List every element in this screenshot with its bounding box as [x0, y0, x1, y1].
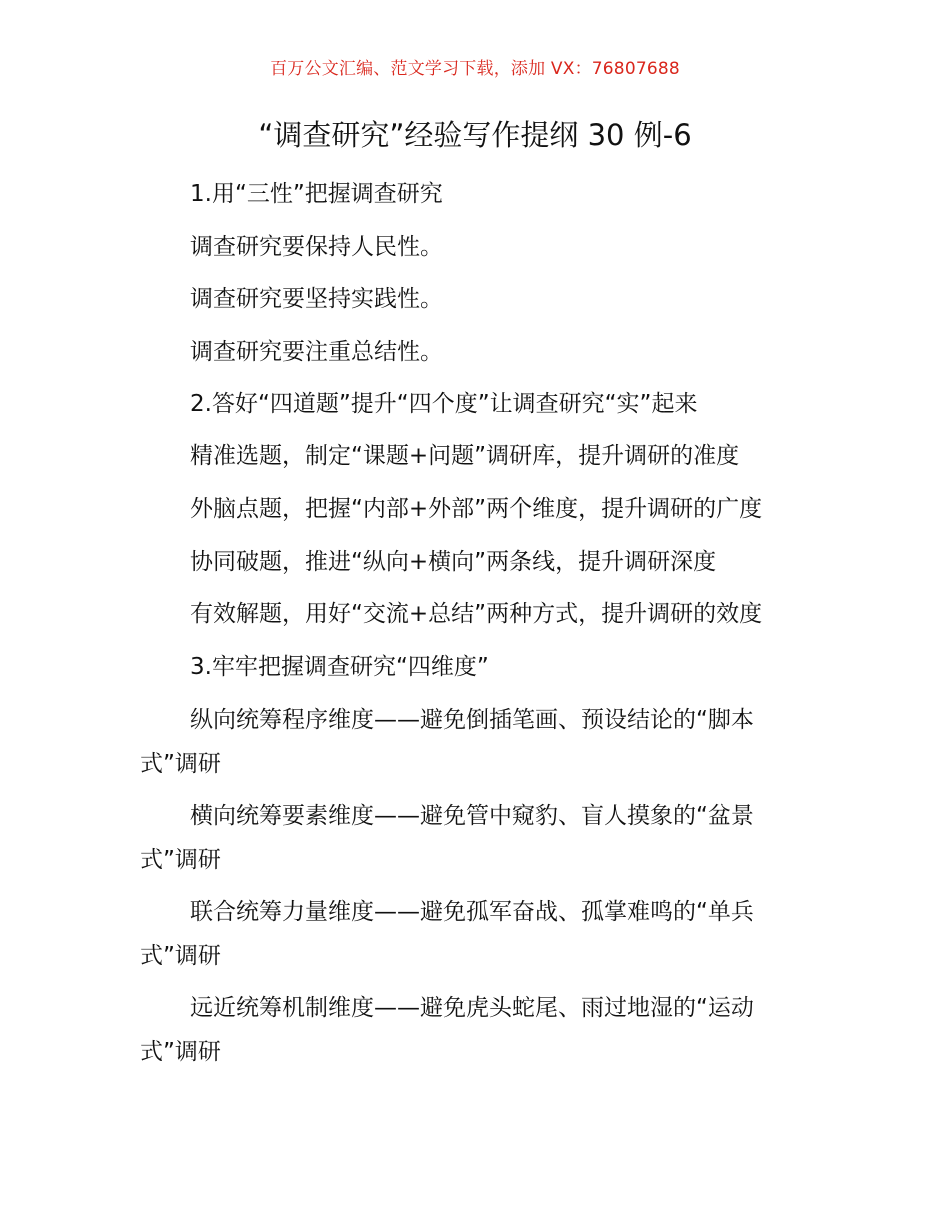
section-2-item: 有效解题，用好“交流+总结”两种方式，提升调研的效度 — [190, 601, 763, 627]
section-1-item: 调查研究要注重总结性。 — [190, 339, 443, 365]
document-title: “调查研究”经验写作提纲 30 例-6 — [258, 118, 692, 152]
section-2-heading: 2.答好“四道题”提升“四个度”让调查研究“实”起来 — [190, 391, 698, 417]
section-1-item: 调查研究要坚持实践性。 — [190, 286, 443, 312]
section-3-item-first-line: 横向统筹要素维度——避免管中窥豹、盲人摸象的“盆景 — [190, 803, 754, 829]
watermark-header: 百万公文汇编、范文学习下载，添加 VX：76807688 — [270, 59, 680, 79]
section-3-item-continuation: 式”调研 — [140, 751, 221, 777]
section-1-item: 调查研究要保持人民性。 — [190, 234, 443, 260]
section-2-item: 协同破题，推进“纵向+横向”两条线，提升调研深度 — [190, 549, 717, 575]
section-3-item-first-line: 远近统筹机制维度——避免虎头蛇尾、雨过地湿的“运动 — [190, 995, 754, 1021]
section-3-heading: 3.牢牢把握调查研究“四维度” — [190, 654, 489, 680]
section-1-heading: 1.用“三性”把握调查研究 — [190, 181, 443, 207]
section-3-item-continuation: 式”调研 — [140, 1039, 221, 1065]
section-3-item-continuation: 式”调研 — [140, 847, 221, 873]
section-3-item-continuation: 式”调研 — [140, 943, 221, 969]
section-2-item: 外脑点题，把握“内部+外部”两个维度，提升调研的广度 — [190, 496, 763, 522]
section-3-item-first-line: 联合统筹力量维度——避免孤军奋战、孤掌难鸣的“单兵 — [190, 899, 754, 925]
section-2-item: 精准选题，制定“课题+问题”调研库，提升调研的准度 — [190, 443, 740, 469]
section-3-item-first-line: 纵向统筹程序维度——避免倒插笔画、预设结论的“脚本 — [190, 707, 754, 733]
